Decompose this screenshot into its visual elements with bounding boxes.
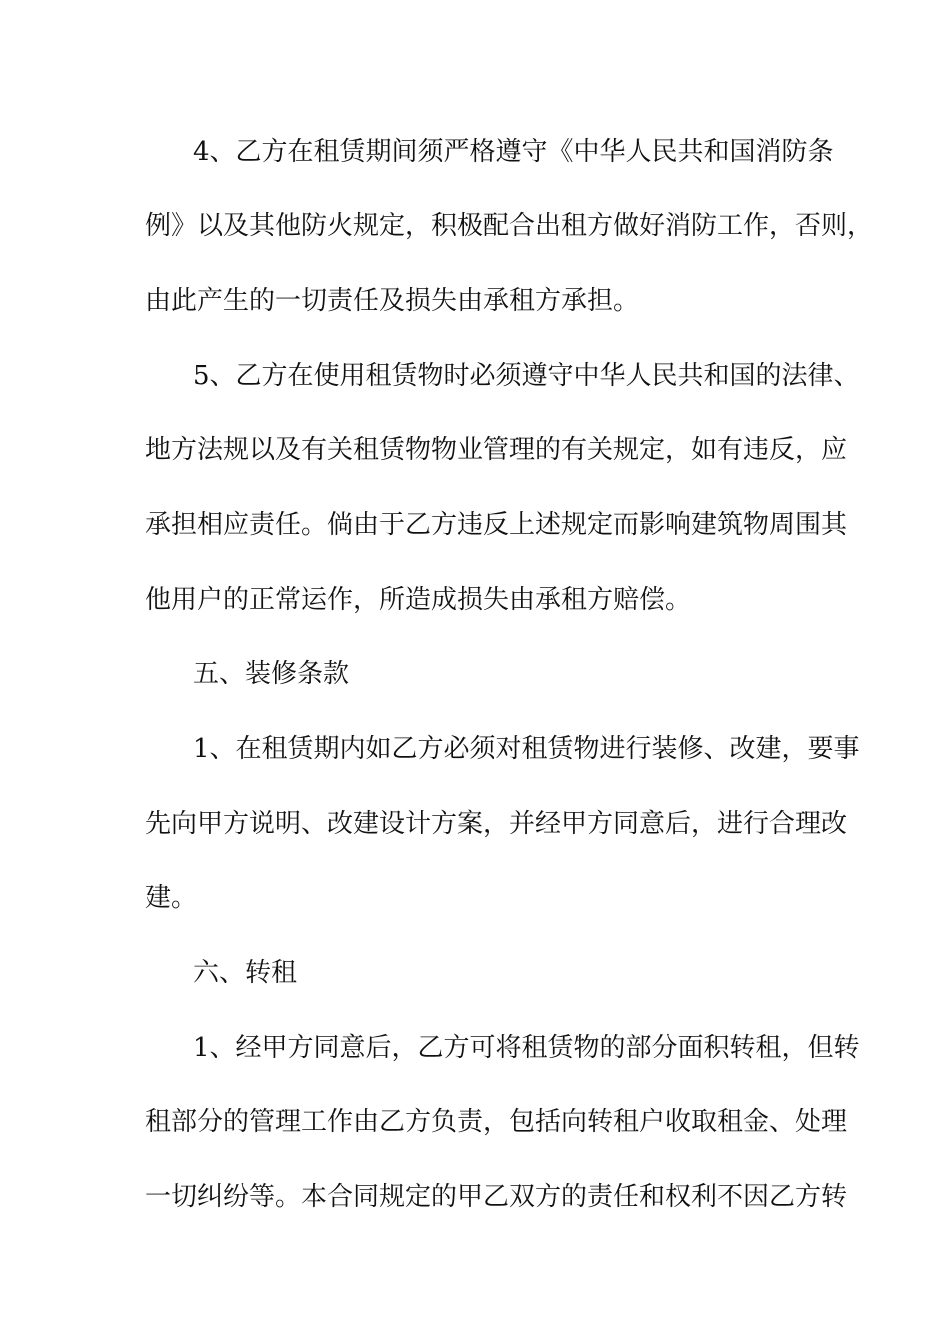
- section-heading-decoration: 五、装修条款: [193, 659, 350, 689]
- decoration-clause-1-line-3: 建。: [145, 883, 198, 913]
- decoration-clause-1-line-1: 1、在租赁期内如乙方必须对租赁物进行装修、改建，要事: [193, 734, 860, 764]
- paragraph-5-line-1: 5、乙方在使用租赁物时必须遵守中华人民共和国的法律、: [193, 361, 860, 391]
- paragraph-5-line-4: 他用户的正常运作，所造成损失由承租方赔偿。: [145, 585, 692, 615]
- paragraph-5-line-2: 地方法规以及有关租赁物物业管理的有关规定，如有违反，应: [145, 435, 848, 465]
- sublease-clause-1-line-2: 租部分的管理工作由乙方负责，包括向转租户收取租金、处理: [145, 1107, 848, 1137]
- paragraph-4-line-1: 4、乙方在租赁期间须严格遵守《中华人民共和国消防条: [193, 137, 834, 167]
- paragraph-4-line-2: 例》以及其他防火规定，积极配合出租方做好消防工作，否则，: [145, 211, 874, 241]
- sublease-clause-1-line-1: 1、经甲方同意后，乙方可将租赁物的部分面积转租，但转: [193, 1033, 860, 1063]
- section-heading-sublease: 六、转租: [193, 958, 298, 988]
- paragraph-5-line-3: 承担相应责任。倘由于乙方违反上述规定而影响建筑物周围其: [145, 510, 848, 540]
- sublease-clause-1-line-3: 一切纠纷等。本合同规定的甲乙双方的责任和权利不因乙方转: [145, 1182, 848, 1212]
- decoration-clause-1-line-2: 先向甲方说明、改建设计方案，并经甲方同意后，进行合理改: [145, 809, 848, 839]
- paragraph-4-line-3: 由此产生的一切责任及损失由承租方承担。: [145, 286, 640, 316]
